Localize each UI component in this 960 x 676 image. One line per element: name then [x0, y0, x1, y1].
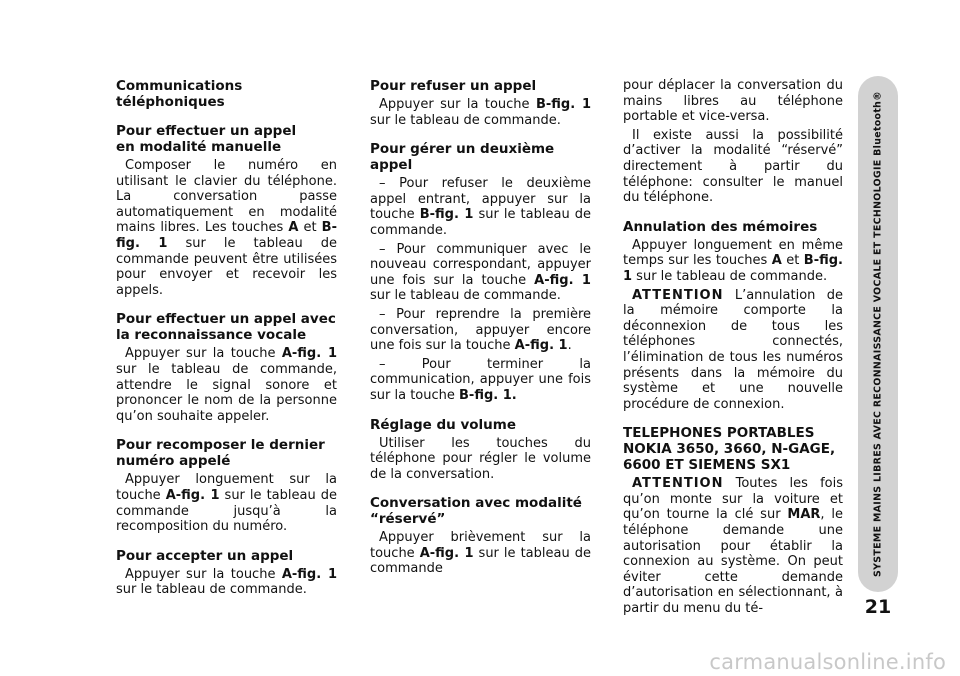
watermark: carmanualsonline.info	[709, 650, 946, 674]
heading-manual-call	[116, 123, 337, 155]
paragraph-redial	[116, 472, 337, 534]
heading-line: Pour effectuer un appel avec	[116, 311, 336, 328]
heading-volume: Réglage du volume	[370, 416, 516, 433]
key-ref: B-fig. 1.	[459, 387, 517, 403]
heading-redial	[116, 437, 337, 469]
key-ref: A-fig. 1	[281, 566, 337, 582]
heading-communications: Communications téléphoniques	[116, 78, 243, 110]
key-ref: A-fig. 1	[514, 338, 568, 354]
heading-line: la reconnaissance vocale	[116, 327, 307, 344]
key-ref: A	[288, 220, 299, 236]
text: Appuyer sur la touche	[379, 97, 536, 112]
text: Appuyer sur la touche	[125, 566, 282, 582]
heading-refuse-call: Pour refuser un appel	[370, 78, 537, 94]
heading-line: “réservé”	[370, 511, 446, 528]
paragraph-memory-erase	[623, 238, 843, 285]
paragraph-memory-warning	[623, 288, 843, 413]
paragraph-second-call-communicate	[370, 242, 591, 304]
paragraph-voice-call	[116, 346, 337, 424]
paragraph-volume: Utiliser les touches du téléphone pour régler le volume de la conversation.	[370, 435, 591, 482]
key-ref: B-fig. 1	[535, 97, 591, 112]
text: sur le tableau de commande.	[370, 207, 591, 238]
key-ref: MAR	[787, 507, 821, 523]
paragraph-manual-call	[116, 158, 337, 298]
text: et	[781, 253, 804, 269]
paragraph-refuse-call	[370, 97, 591, 128]
text: sur le tableau de commande peuvent être utilisées pour envoyer et recevoir les appels.	[116, 235, 337, 298]
text: Appuyer brièvement sur la touche	[370, 530, 591, 561]
text: sur le tableau de commande.	[116, 582, 307, 598]
heading-line: numéro appelé	[116, 453, 231, 470]
text: Toutes les fois qu’on monte sur la voiture et qu’on tourne la clé sur	[623, 476, 843, 523]
heading-second-call: Pour gérer un deuxième appel	[370, 141, 555, 174]
text: Appuyer longuement sur la touche	[116, 472, 337, 503]
heading-line: en modalité manuelle	[116, 139, 282, 155]
column-left	[116, 78, 337, 601]
text: – Pour refuser le deuxième appel entrant, appuyer sur la touche	[370, 176, 591, 223]
paragraph-second-call-refuse	[370, 176, 591, 238]
column-middle	[370, 78, 591, 580]
key-ref: A-fig. 1	[165, 487, 220, 503]
text: sur le tableau de commande.	[370, 288, 561, 304]
chapter-tab	[858, 76, 898, 592]
heading-phones	[623, 425, 843, 473]
heading-line: 6600 ET SIEMENS SX1	[623, 457, 791, 474]
key-ref: B-fig. 1	[623, 253, 843, 284]
text: , le téléphone demande une autorisation pour établir la connexion au système. On peut éviter cette demande d’autorisation en sélectionnant, à partir du menu du té-	[623, 507, 843, 617]
key-ref: A-fig. 1	[419, 545, 474, 561]
key-ref: B-fig. 1	[419, 207, 474, 223]
text: L’annulation de la mémoire comporte la déconnexion de tous les téléphones connectés, l’élimination de tous les numéros présents dans la mémoire du système et une nouvelle procédure de connexion.	[623, 287, 843, 412]
paragraph-reserved-mode	[370, 530, 591, 577]
text: sur le tableau de commande.	[370, 112, 561, 128]
paragraph-phones-warning	[623, 476, 843, 616]
paragraph-reserved-direct: Il existe aussi la possibilité d’activer la modalité “réservé” directement à partir du téléphone: consulter le manuel du téléphone.	[623, 127, 843, 206]
heading-line: Pour effectuer un appel	[116, 123, 297, 139]
heading-line: TELEPHONES PORTABLES	[623, 425, 815, 442]
text: sur le tableau de commande, attendre le signal sonore et prononcer le nom de la personne qu’on souhaite appeler.	[116, 361, 337, 424]
text: Composer le numéro en utilisant le clavier du téléphone. La conversation passe automatiquement en modalité mains libres. Les touches	[116, 158, 337, 236]
text: Appuyer sur la touche	[125, 346, 282, 362]
text: Appuyer longuement en même temps sur les touches	[623, 237, 843, 269]
warning-label: ATTENTION	[632, 476, 724, 492]
paragraph-reserved-continued: pour déplacer la conversation du mains libres au téléphone portable et vice-versa.	[623, 78, 843, 125]
text: sur le tableau de commande jusqu’à la recomposition du numéro.	[116, 487, 337, 535]
text: .	[567, 338, 572, 354]
heading-voice-call	[116, 311, 337, 343]
heading-accept-call: Pour accepter un appel	[116, 547, 294, 564]
page-number: 21	[864, 596, 892, 618]
text: – Pour communiquer avec le nouveau correspondant, appuyer une fois sur la touche	[370, 241, 591, 288]
text: – Pour terminer la communication, appuyer une fois sur la touche	[370, 356, 591, 403]
key-ref: B-fig. 1	[116, 220, 337, 251]
paragraph-second-call-end	[370, 357, 591, 404]
heading-line: NOKIA 3650, 3660, N-GAGE,	[623, 441, 836, 458]
text: – Pour reprendre la première conversation, appuyer encore une fois sur la touche	[370, 306, 591, 354]
key-ref: A-fig. 1	[281, 346, 337, 362]
heading-line: Conversation avec modalité	[370, 495, 582, 512]
paragraph-accept-call	[116, 567, 337, 598]
key-ref: A-fig. 1	[534, 272, 591, 288]
paragraph-second-call-resume	[370, 307, 591, 354]
text: et	[298, 220, 322, 236]
heading-line: Pour recomposer le dernier	[116, 437, 325, 454]
text: sur le tableau de commande.	[632, 268, 828, 284]
warning-label: ATTENTION	[632, 287, 724, 303]
text: sur le tableau de commande	[370, 545, 591, 577]
key-ref: A	[771, 253, 782, 269]
heading-memory-erase: Annulation des mémoires	[623, 218, 818, 235]
column-right	[623, 78, 843, 620]
heading-reserved-mode	[370, 495, 591, 527]
chapter-title: SYSTEME MAINS LIBRES AVEC RECONNAISSANCE VOCALE ET TECHNOLOGIE Bluetooth®	[872, 91, 884, 577]
